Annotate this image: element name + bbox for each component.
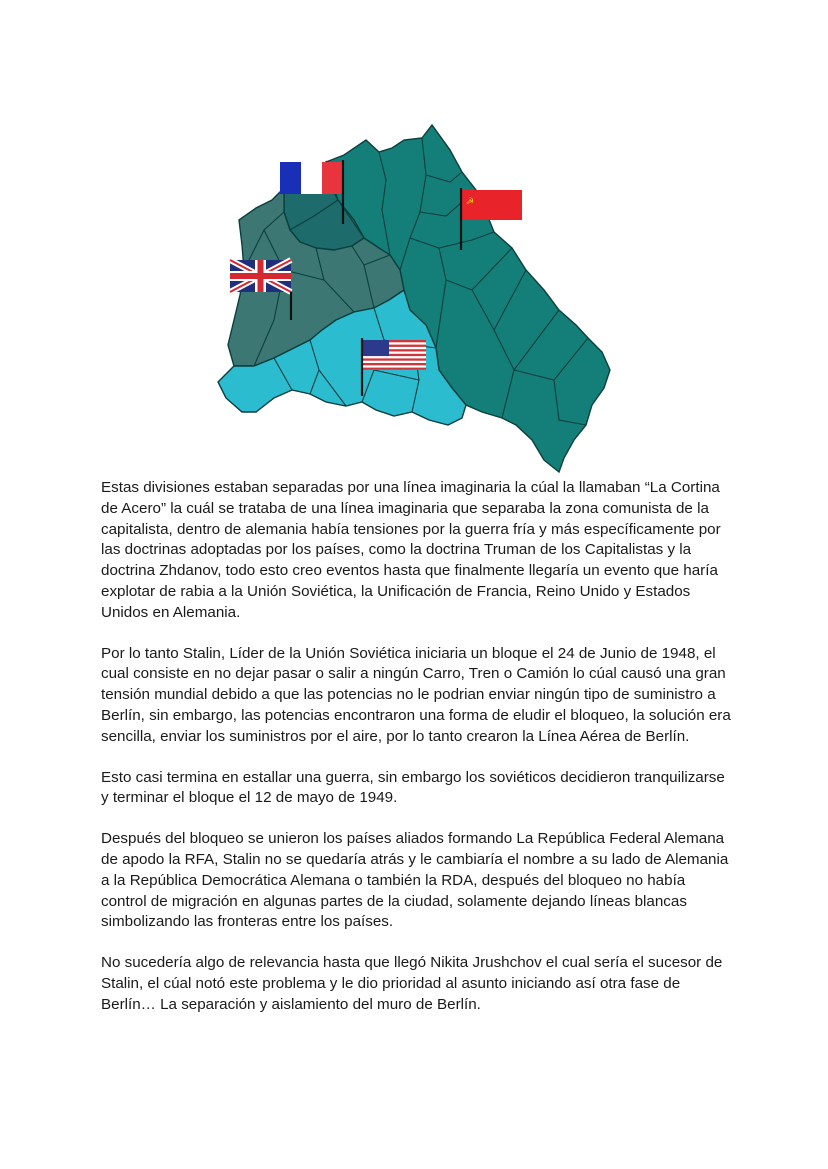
- paragraph-bloqueo-berlin: Por lo tanto Stalin, Líder de la Unión Soviética iniciaria un bloque el 24 de Junio de 1948, el cual consiste en no dejar pasar o salir a ningún Carro, Tren o Camión lo cúal causó una gran tensión mundial debido a que las potencias no le podrian enviar ningún tipo de suministro a Berlín, sin embargo, las potencias encontraron una forma de eludir el bloqueo, la solución era sencilla, enviar los suministros por el aire, por lo tanto crearon la Línea Aérea de Berlín.: [101, 644, 731, 745]
- paragraph-jrushchov: No sucedería algo de relevancia hasta que llegó Nikita Jrushchov el cual sería el sucesor de Stalin, el cúal notó este problema y le dio prioridad al asunto iniciando así otra fase de Berlín… La separación y aislamiento del muro de Berlín.: [101, 954, 723, 1013]
- paragraph-rfa-rda: Después del bloqueo se unieron los países aliados formando La República Federal Alemana de apodo la RFA, Stalin no se quedaría atrás y le cambiaría el nombre a su lado de Alemania a la República Democrática Alemana o también la RDA, después del bloqueo no había control de migración en algunas partes de la ciudad, solamente dejando líneas blancas simbolizando las fronteras entre los países.: [101, 830, 729, 931]
- berlin-occupation-map: [214, 120, 620, 475]
- svg-text:☭: ☭: [466, 197, 475, 207]
- paragraph-cortina-de-acero: Estas divisiones estaban separadas por una línea imaginaria la cúal la llamaban “La Cortina de Acero” la cuál se trataba de una línea imaginaria que separaba la zona comunista de la capitalista, dentro de alemania había tensiones por la guerra fría y más específicamente por las doctrinas adoptadas por los países, como la doctrina Truman de los Capitalistas y la doctrina Zhdanov, todo esto creo eventos hasta que finalmente llegaría un evento que haría explotar de rabia a la Unión Soviética, la Unificación de Francia, Reino Unido y Estados Unidos en Alemania.: [101, 479, 721, 621]
- paragraph-fin-bloqueo: Esto casi termina en estallar una guerra, sin embargo los soviéticos decidieron tranquilizarse y terminar el bloque el 12 de mayo de 1949.: [101, 768, 725, 807]
- article-body: [101, 478, 731, 1036]
